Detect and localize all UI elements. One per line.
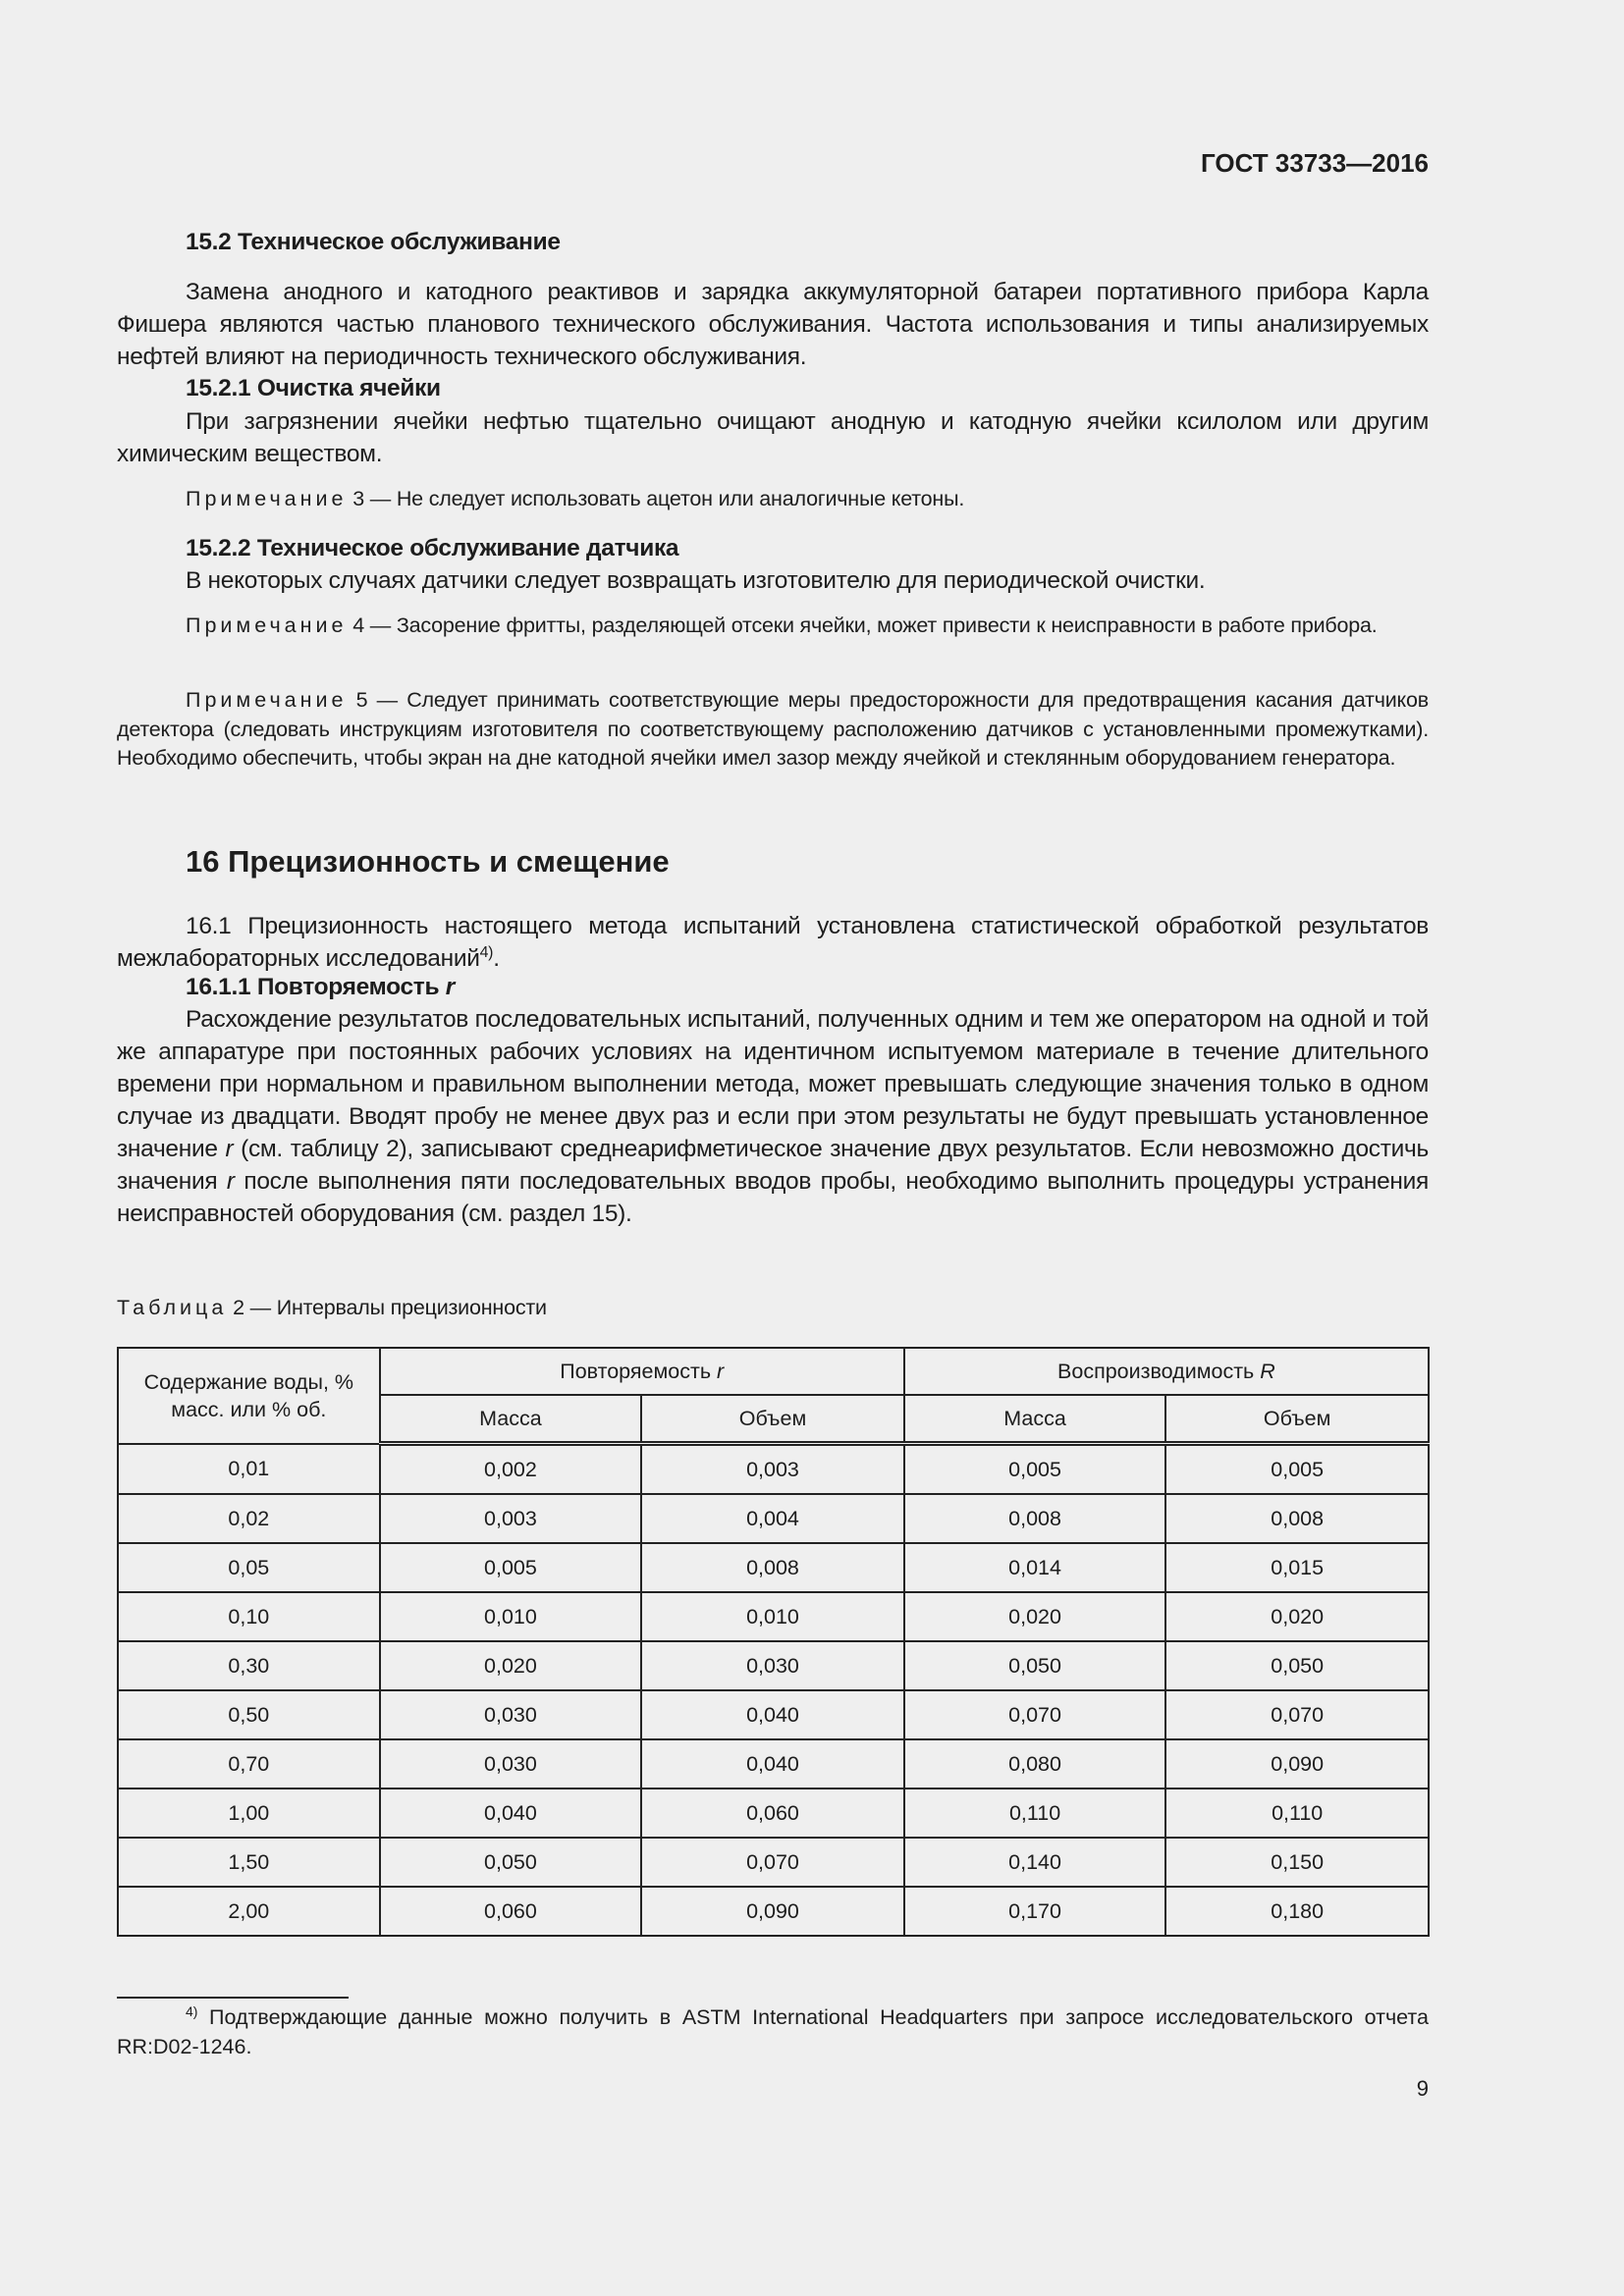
table-cell: 0,090 xyxy=(1165,1739,1429,1789)
table-cell: 0,004 xyxy=(641,1494,904,1543)
note-label: Примечание xyxy=(186,688,348,712)
section-15-2-1-title: 15.2.1 Очистка ячейки xyxy=(186,375,441,401)
caption-label: Таблица xyxy=(117,1296,228,1319)
footnote-reference: 4) xyxy=(479,943,494,961)
table-cell: 0,030 xyxy=(380,1739,642,1789)
table-cell: 0,008 xyxy=(904,1494,1166,1543)
table-cell: 0,040 xyxy=(380,1789,642,1838)
document-header: ГОСТ 33733—2016 xyxy=(1201,148,1429,178)
table-cell: 0,020 xyxy=(380,1641,642,1690)
table-cell: 0,040 xyxy=(641,1739,904,1789)
section-15-2-2-title: 15.2.2 Техническое обслуживание датчика xyxy=(186,535,679,561)
table-row xyxy=(118,1789,1429,1838)
paragraph-text: (см. таблицу 2), записывают среднеарифметическое значение двух результатов. Если невозможно достичь значения xyxy=(117,1136,1429,1195)
note-text: 3 — Не следует использовать ацетон или аналогичные кетоны. xyxy=(347,487,965,510)
table-cell: 0,050 xyxy=(380,1838,642,1887)
table-cell: 0,030 xyxy=(380,1690,642,1739)
header-variable: r xyxy=(717,1359,725,1383)
footnote xyxy=(117,2002,1429,2061)
table-cell: 0,50 xyxy=(118,1690,380,1739)
section-16-1-1-paragraph xyxy=(117,1003,1429,1230)
table-cell: 0,010 xyxy=(641,1592,904,1641)
table-cell: 0,140 xyxy=(904,1838,1166,1887)
table-cell: 1,50 xyxy=(118,1838,380,1887)
note-4 xyxy=(117,612,1429,641)
table-cell: 0,05 xyxy=(118,1543,380,1592)
table-cell: 0,02 xyxy=(118,1494,380,1543)
paragraph-text: Расхождение результатов последовательных испытаний, полученных одним и тем же оператором на одной и той же аппаратуре при постоянных рабочих условиях на идентичном испытуемом материале в течение длительного времени при нормальном и правильном выполнении метода, может превышать следующие значения только в одном случае из двадцати. Вводят пробу не менее двух раз и если при этом результаты не будут превышать установленное значение xyxy=(117,1006,1429,1162)
header-repeatability xyxy=(380,1348,904,1395)
note-text: 4 — Засорение фритты, разделяющей отсеки ячейки, может привести к неисправности в работе прибора. xyxy=(347,614,1378,637)
section-16-1-1-title xyxy=(117,971,1429,1003)
title-variable: r xyxy=(445,974,456,1000)
table-row xyxy=(118,1887,1429,1936)
header-variable: R xyxy=(1260,1359,1275,1383)
table-cell: 0,070 xyxy=(1165,1690,1429,1739)
section-15-2-1-paragraph: При загрязнении ячейки нефтью тщательно очищают анодную и катодную ячейки ксилолом или другим химическим веществом. xyxy=(117,408,1429,467)
table-row xyxy=(118,1543,1429,1592)
table-cell: 0,003 xyxy=(641,1444,904,1495)
table-cell: 0,040 xyxy=(641,1690,904,1739)
variable-r: r xyxy=(225,1136,234,1162)
table-row xyxy=(118,1592,1429,1641)
paragraph-text: 16.1 Прецизионность настоящего метода испытаний установлена статистической обработкой результатов межлабораторных исследований xyxy=(117,913,1429,972)
section-15-2-title: 15.2 Техническое обслуживание xyxy=(186,229,561,255)
page-number: 9 xyxy=(1416,2076,1429,2101)
header-reproducibility xyxy=(904,1348,1429,1395)
table-cell: 0,050 xyxy=(1165,1641,1429,1690)
table-cell: 0,150 xyxy=(1165,1838,1429,1887)
table-cell: 0,030 xyxy=(641,1641,904,1690)
table-cell: 0,01 xyxy=(118,1444,380,1495)
header-text: Воспроизводимость xyxy=(1057,1359,1261,1383)
table-row xyxy=(118,1690,1429,1739)
table-cell: 0,180 xyxy=(1165,1887,1429,1936)
table-cell: 0,090 xyxy=(641,1887,904,1936)
header-water-content: Содержание воды, % масс. или % об. xyxy=(118,1348,380,1444)
note-text: 5 — Следует принимать соответствующие меры предосторожности для предотвращения касания датчиков детектора (следовать инструкциям изготовителя по соответствующему расположению датчиков с установленными промежутками). Необходимо обеспечить, чтобы экран на дне катодной ячейки имел зазор между ячейкой и стеклянным оборудованием генератора. xyxy=(117,688,1429,770)
section-15-2-2-paragraph: В некоторых случаях датчики следует возвращать изготовителю для периодической очистки. xyxy=(186,567,1206,594)
section-15-2-paragraph: Замена анодного и катодного реактивов и зарядка аккумуляторной батареи портативного прибора Карла Фишера являются частью планового технического обслуживания. Частота использования и типы анализируемых нефтей влияют на периодичность технического обслуживания. xyxy=(117,279,1429,370)
table-cell: 0,060 xyxy=(641,1789,904,1838)
table-cell: 0,008 xyxy=(641,1543,904,1592)
caption-text: 2 — Интервалы прецизионности xyxy=(227,1296,547,1319)
table-cell: 1,00 xyxy=(118,1789,380,1838)
table-cell: 0,020 xyxy=(1165,1592,1429,1641)
precision-table xyxy=(117,1347,1430,1937)
table-cell: 0,110 xyxy=(904,1789,1166,1838)
paragraph-end: . xyxy=(493,945,500,972)
subheader-volume: Объем xyxy=(641,1395,904,1444)
table-cell: 0,014 xyxy=(904,1543,1166,1592)
table-cell: 0,002 xyxy=(380,1444,642,1495)
subheader-mass: Масса xyxy=(380,1395,642,1444)
table-row xyxy=(118,1739,1429,1789)
table-cell: 0,005 xyxy=(904,1444,1166,1495)
table-cell: 0,060 xyxy=(380,1887,642,1936)
table-cell: 0,005 xyxy=(1165,1444,1429,1495)
table-cell: 0,005 xyxy=(380,1543,642,1592)
table-cell: 0,10 xyxy=(118,1592,380,1641)
table-cell: 0,020 xyxy=(904,1592,1166,1641)
note-5 xyxy=(117,686,1429,774)
section-16-1-paragraph xyxy=(117,910,1429,975)
table-cell: 0,008 xyxy=(1165,1494,1429,1543)
paragraph-text: после выполнения пяти последовательных вводов пробы, необходимо выполнить процедуры устранения неисправностей оборудования (см. раздел 15). xyxy=(117,1168,1429,1227)
section-16-title: 16 Прецизионность и смещение xyxy=(186,844,670,879)
table-cell: 2,00 xyxy=(118,1887,380,1936)
note-label: Примечание xyxy=(186,614,348,637)
table-cell: 0,070 xyxy=(641,1838,904,1887)
table-cell: 0,070 xyxy=(904,1690,1166,1739)
note-label: Примечание xyxy=(186,487,348,510)
footnote-mark: 4) xyxy=(186,2002,198,2019)
table-row xyxy=(118,1444,1429,1495)
note-3 xyxy=(117,485,1429,514)
table-row xyxy=(118,1641,1429,1690)
table-cell: 0,110 xyxy=(1165,1789,1429,1838)
table-cell: 0,30 xyxy=(118,1641,380,1690)
table-cell: 0,050 xyxy=(904,1641,1166,1690)
table-row xyxy=(118,1494,1429,1543)
footnote-separator xyxy=(117,1997,349,1999)
table-cell: 0,015 xyxy=(1165,1543,1429,1592)
footnote-text: Подтверждающие данные можно получить в ASTM International Headquarters при запросе исследовательского отчета RR:D02-1246. xyxy=(117,2005,1429,2058)
title-text: 16.1.1 Повторяемость xyxy=(186,974,446,1000)
table-cell: 0,70 xyxy=(118,1739,380,1789)
header-text: Повторяемость xyxy=(560,1359,717,1383)
table-cell: 0,003 xyxy=(380,1494,642,1543)
table-cell: 0,010 xyxy=(380,1592,642,1641)
subheader-volume: Объем xyxy=(1165,1395,1429,1444)
table-cell: 0,080 xyxy=(904,1739,1166,1789)
subheader-mass: Масса xyxy=(904,1395,1166,1444)
variable-r: r xyxy=(226,1168,235,1195)
table-caption xyxy=(117,1294,1429,1323)
table-cell: 0,170 xyxy=(904,1887,1166,1936)
table-row xyxy=(118,1838,1429,1887)
